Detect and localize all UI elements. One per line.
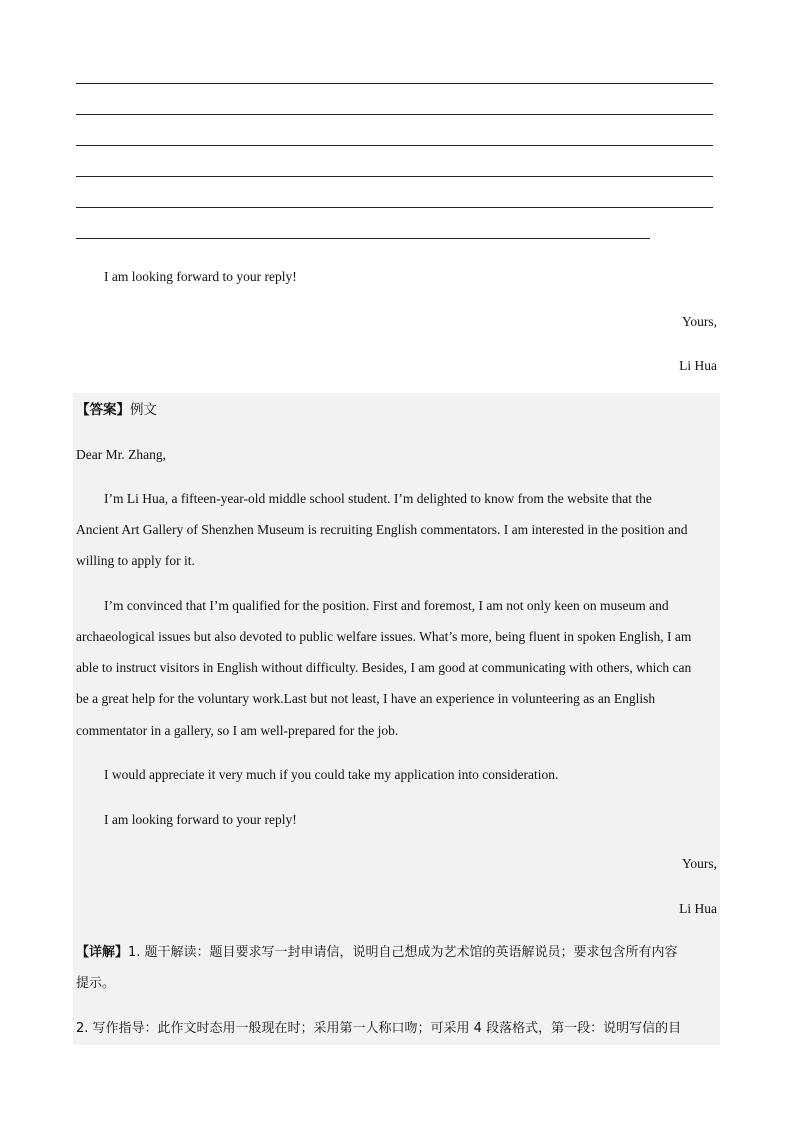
explanation-line: 提示。	[76, 976, 116, 991]
answer-blank-line	[76, 145, 713, 146]
answer-blank-line	[76, 207, 713, 208]
answer-blank-line	[76, 238, 650, 239]
answer-signature: Li Hua	[679, 901, 717, 916]
salutation: Dear Mr. Zhang,	[76, 447, 166, 462]
answer-tag: 【答案】	[76, 402, 130, 417]
explanation-line: 2. 写作指导：此作文时态用一般现在时；采用第一人称口吻；可采用 4 段落格式，第一段：说明写信的目	[76, 1021, 682, 1036]
answer-tag-suffix: 例文	[130, 402, 157, 417]
paragraph-1-line: Ancient Art Gallery of Shenzhen Museum is recruiting English commentators. I am interested in the position and	[76, 522, 688, 537]
paragraph-4: I am looking forward to your reply!	[104, 812, 297, 827]
paragraph-2-line: be a great help for the voluntary work.Last but not least, I have an experience in volunteering as an English	[76, 691, 656, 706]
paragraph-3: I would appreciate it very much if you could take my application into consideration.	[104, 767, 559, 782]
paragraph-1-line: willing to apply for it.	[76, 553, 195, 568]
signature: Li Hua	[679, 358, 717, 373]
answer-blank-line	[76, 83, 713, 84]
explanation-line	[76, 944, 678, 962]
paragraph-2-line: I’m convinced that I’m qualified for the position. First and foremost, I am not only keen on museum and	[104, 598, 669, 613]
paragraph-2-line: archaeological issues but also devoted to public welfare issues. What’s more, being fluent in spoken English, I am	[76, 629, 692, 644]
explanation-tag: 【详解】	[76, 945, 129, 960]
answer-heading	[76, 401, 157, 419]
paragraph-1-line: I’m Li Hua, a fifteen-year-old middle school student. I’m delighted to know from the website that the	[104, 491, 652, 506]
answer-signoff: Yours,	[681, 856, 717, 871]
explanation-text: 1. 题干解读：题目要求写一封申请信，说明自己想成为艺术馆的英语解说员；要求包含所有内容	[128, 945, 678, 960]
signoff: Yours,	[681, 314, 717, 329]
answer-blank-line	[76, 176, 713, 177]
paragraph-2-line: commentator in a gallery, so I am well-prepared for the job.	[76, 723, 399, 738]
paragraph-2-line: able to instruct visitors in English without difficulty. Besides, I am good at communicating with others, which can	[76, 660, 692, 675]
closing-line: I am looking forward to your reply!	[104, 269, 297, 284]
answer-blank-line	[76, 114, 713, 115]
